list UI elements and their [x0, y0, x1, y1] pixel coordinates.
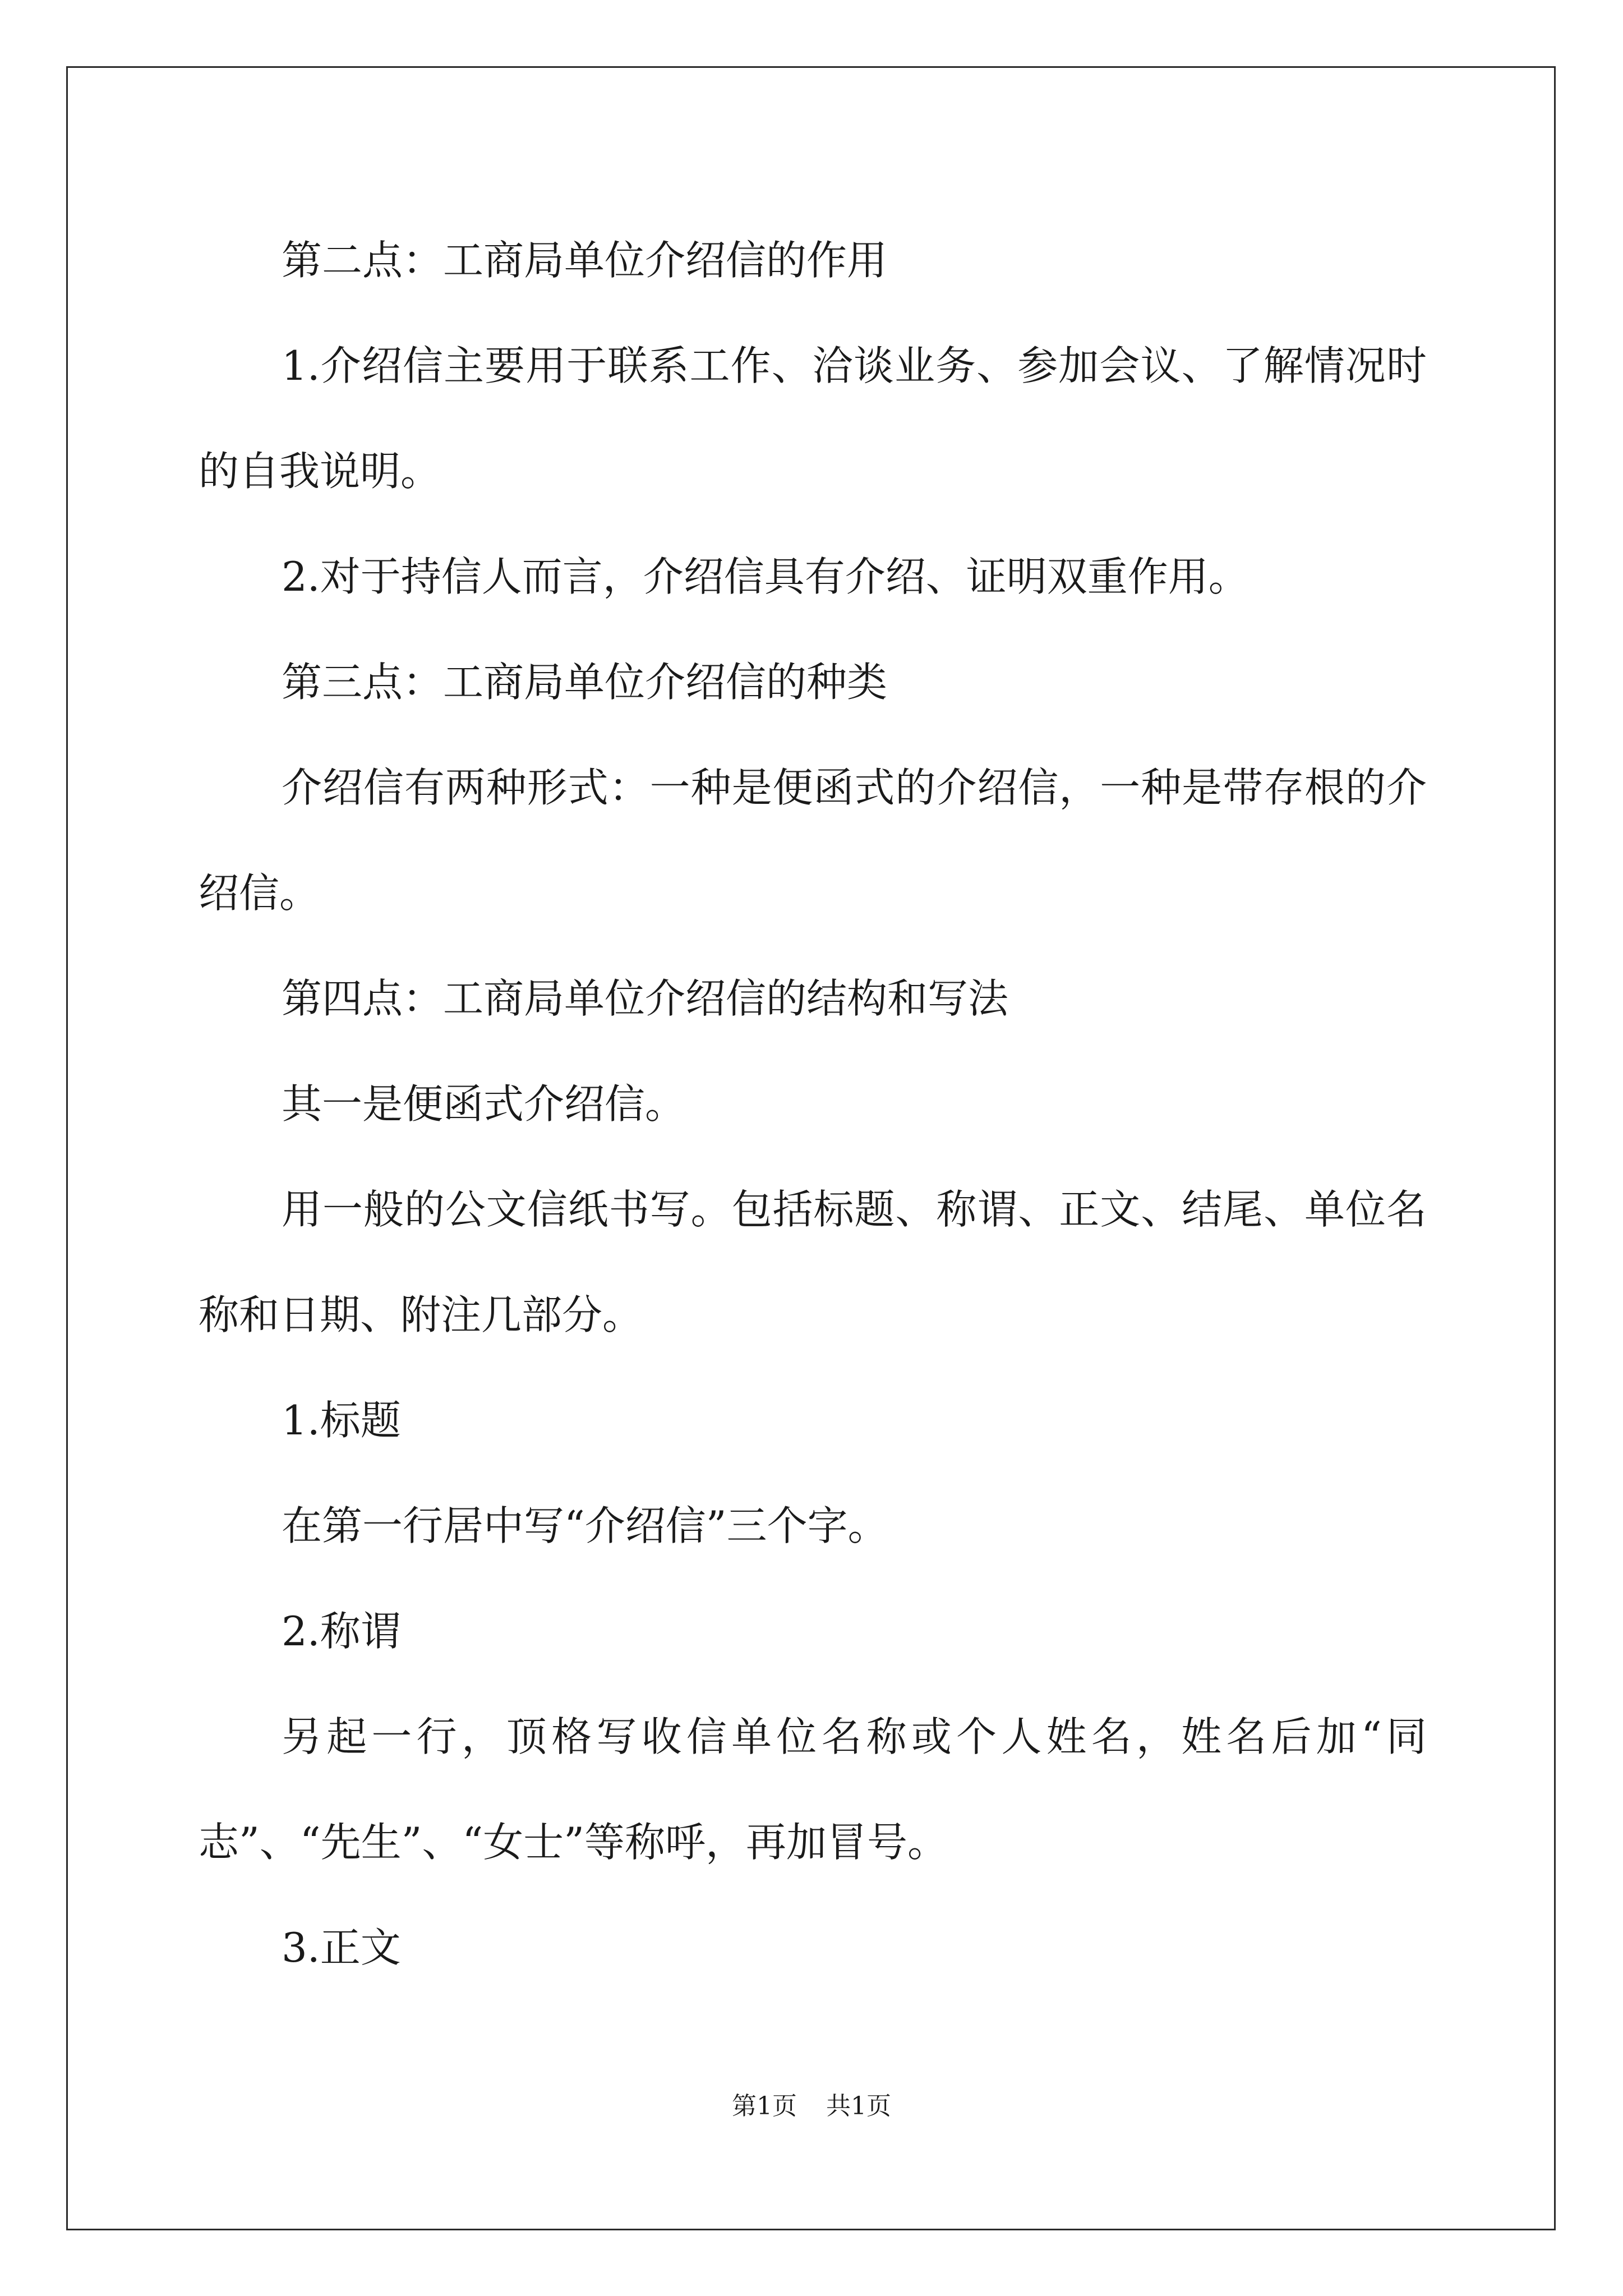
paragraph: 第二点：工商局单位介绍信的作用 — [282, 237, 888, 284]
paragraph: 介绍信有两种形式：一种是便函式的介绍信，一种是带存根的介绍信。 — [199, 764, 1427, 917]
paragraph: 另起一行，顶格写收信单位名称或个人姓名，姓名后加“同志”、“先生”、“女士”等称呼，再加冒号。 — [199, 1713, 1427, 1866]
page-total: 共1页 — [826, 2092, 891, 2120]
paragraph: 1.介绍信主要用于联系工作、洽谈业务、参加会议、了解情况时的自我说明。 — [199, 342, 1427, 495]
paragraph: 2.称谓 — [282, 1608, 401, 1655]
page-number: 第1页 — [732, 2092, 797, 2120]
paragraph: 3.正文 — [282, 1924, 401, 1971]
paragraph: 第三点：工商局单位介绍信的种类 — [282, 659, 888, 706]
paragraph: 其一是便函式介绍信。 — [282, 1080, 686, 1128]
paragraph: 1.标题 — [282, 1397, 401, 1444]
paragraph: 用一般的公文信纸书写。包括标题、称谓、正文、结尾、单位名称和日期、附注几部分。 — [199, 1186, 1427, 1338]
paragraph: 在第一行居中写“介绍信”三个字。 — [282, 1502, 888, 1549]
paragraph: 第四点：工商局单位介绍信的结构和写法 — [282, 975, 1009, 1022]
document-body — [199, 208, 1427, 2000]
page-footer — [0, 2086, 1623, 2122]
paragraph: 2.对于持信人而言，介绍信具有介绍、证明双重作用。 — [282, 553, 1249, 600]
